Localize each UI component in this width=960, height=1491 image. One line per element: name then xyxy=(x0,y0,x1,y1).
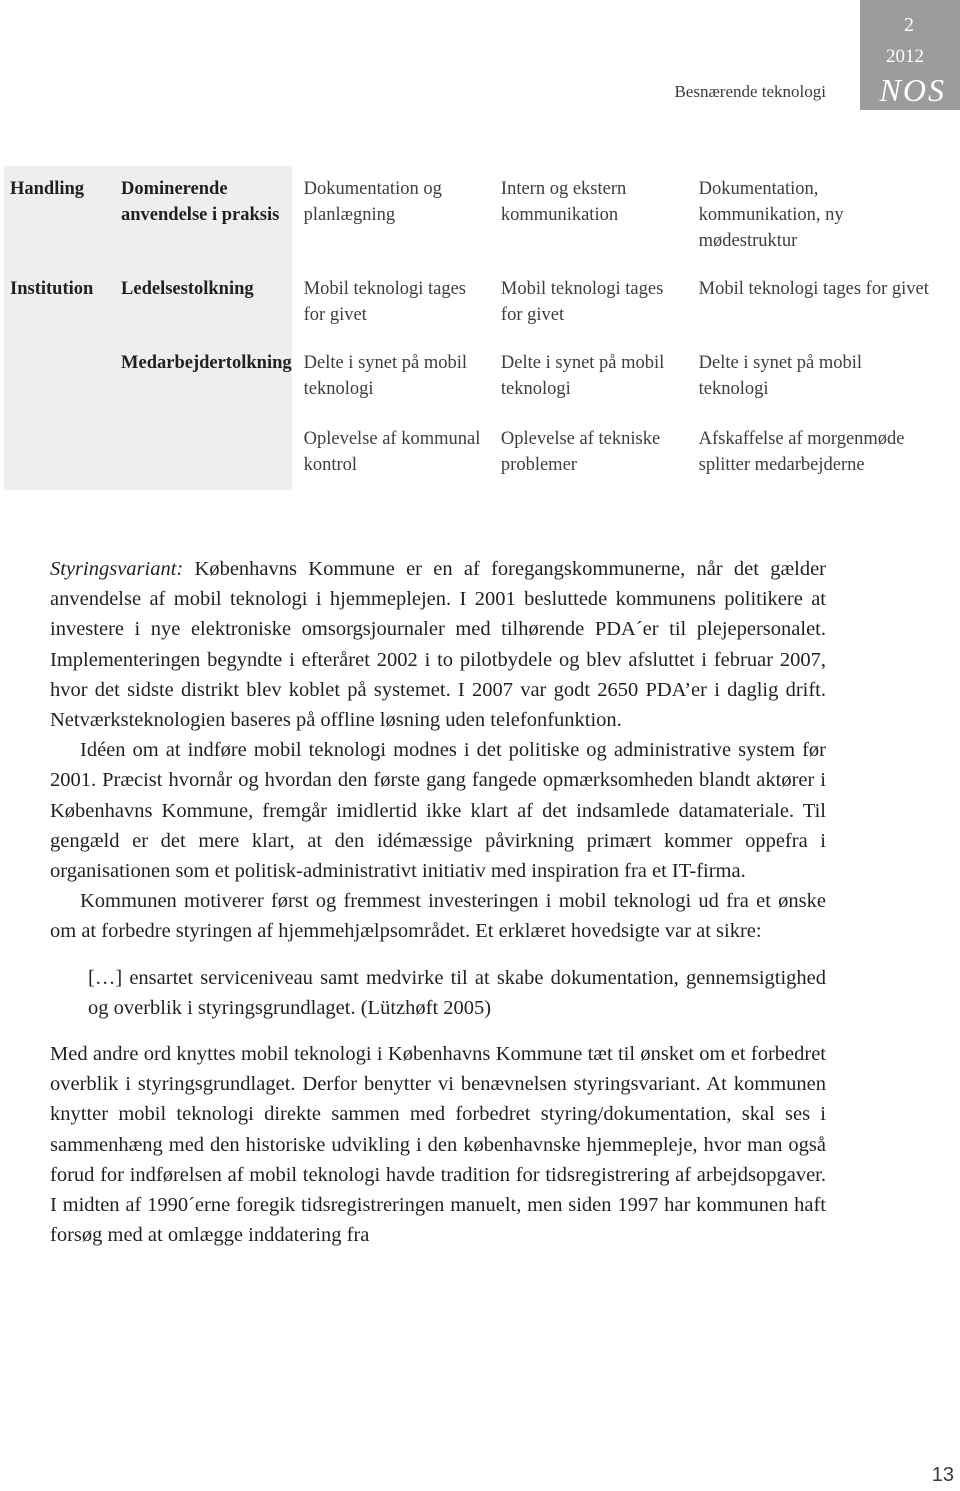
table-row xyxy=(4,266,930,340)
running-header-title: Besnærende teknologi xyxy=(674,82,826,101)
paragraph: Kommunen motiverer først og fremmest investeringen i mobil teknologi ud fra et ønske om at forbedre styringen af hjemmehjælpsområdet. Et erklæret hovedsigte var at sikre: xyxy=(50,890,826,943)
paragraph: Idéen om at indføre mobil teknologi modnes i det politiske og administrative system før 2001. Præcist hvornår og hvordan den første gang fangede opmærksomheden blandt aktører i Københavns Kommune, fremgår imidlertid ikke klart af det indsamlede datamateriale. Til gengæld er det mere klart, at den idémæssige påvirkning primært kommer oppefra i organisationen som et politisk-administrativt initiativ med inspiration fra et IT-firma. xyxy=(50,739,826,883)
table-cell: Mobil teknologi tages for givet xyxy=(687,266,930,340)
row-sublabel: Ledelsestolkning xyxy=(121,279,254,299)
row-label-empty xyxy=(4,340,111,490)
body-text xyxy=(50,554,826,1250)
cell-line: Delte i synet på mobil teknologi xyxy=(303,353,468,399)
table-row xyxy=(4,340,930,490)
cell-line: Oplevelse af kommunal kontrol xyxy=(303,429,481,475)
row-label: Handling xyxy=(10,179,85,199)
table-cell xyxy=(489,340,687,490)
issue-number: 2 xyxy=(904,14,914,36)
paragraph-text: Københavns Kommune er en af foregangskommunerne, når det gælder anvendelse af mobil teknologi i hjemmeplejen. I 2001 besluttede kommunens politikere at investere i nye elektroniske omsorgsjournaler med tilhørende PDA´er til plejepersonalet. Implementeringen begyndte i efteråret 2002 i to pilotbydele og blev afsluttet i februar 2007, hvor det sidste distrikt blev koblet på systemet. I 2007 var godt 2650 PDA’er i daglig drift. Netværksteknologien baseres på offline løsning uden telefonfunktion. xyxy=(50,558,826,732)
table-cell: Mobil teknologi tages for givet xyxy=(292,266,489,340)
paragraph-lead: Styringsvariant: xyxy=(50,558,184,580)
table-cell: Dokumentation, kommunikation, ny mødestruktur xyxy=(687,166,930,266)
table-row xyxy=(4,166,930,266)
table-cell xyxy=(687,340,930,490)
table-cell: Intern og ekstern kommunikation xyxy=(489,166,687,266)
cell-line: Afskaffelse af morgenmøde splitter medarbejderne xyxy=(698,429,905,475)
cell-line: Oplevelse af tekniske problemer xyxy=(500,429,661,475)
row-sublabel: Medarbejdertolkning xyxy=(121,353,292,373)
paragraph: Med andre ord knyttes mobil teknologi i Københavns Kommune tæt til ønsket om et forbedret overblik i styringsgrundlaget. Derfor benytter vi benævnelsen styringsvariant. At kommunen knytter mobil teknologi direkte sammen med forbedret styring/dokumentation, skal ses i sammenhæng med den historiske udvikling i den københavnske hjemmepleje, hvor man også forud for indførelsen af mobil teknologi havde tradition for tidsregistrering af arbejdsopgaver. I midten af 1990´erne foregik tidsregistreringen manuelt, men siden 1997 har kommunen haft forsøg med at omlægge inddatering fra xyxy=(50,1043,826,1247)
table-cell: Dokumentation og planlægning xyxy=(292,166,489,266)
table-cell xyxy=(292,340,489,490)
row-sublabel: Dominerende anvendelse i praksis xyxy=(121,179,280,225)
cell-line: Delte i synet på mobil teknologi xyxy=(500,353,665,399)
block-quote: […] ensartet serviceniveau samt medvirke til at skabe dokumentation, gennemsigtighed og overblik i styringsgrundlaget. (Lützhøft 2005) xyxy=(88,966,826,1019)
interpretation-table xyxy=(4,166,930,490)
table-cell: Mobil teknologi tages for givet xyxy=(489,266,687,340)
journal-badge xyxy=(860,0,960,110)
cell-line: Delte i synet på mobil teknologi xyxy=(698,353,863,399)
row-label: Institution xyxy=(10,279,94,299)
journal-logo: NOS xyxy=(879,72,946,108)
paragraph xyxy=(50,554,826,735)
issue-year: 2012 xyxy=(886,46,924,67)
page-number: 13 xyxy=(931,1464,954,1486)
